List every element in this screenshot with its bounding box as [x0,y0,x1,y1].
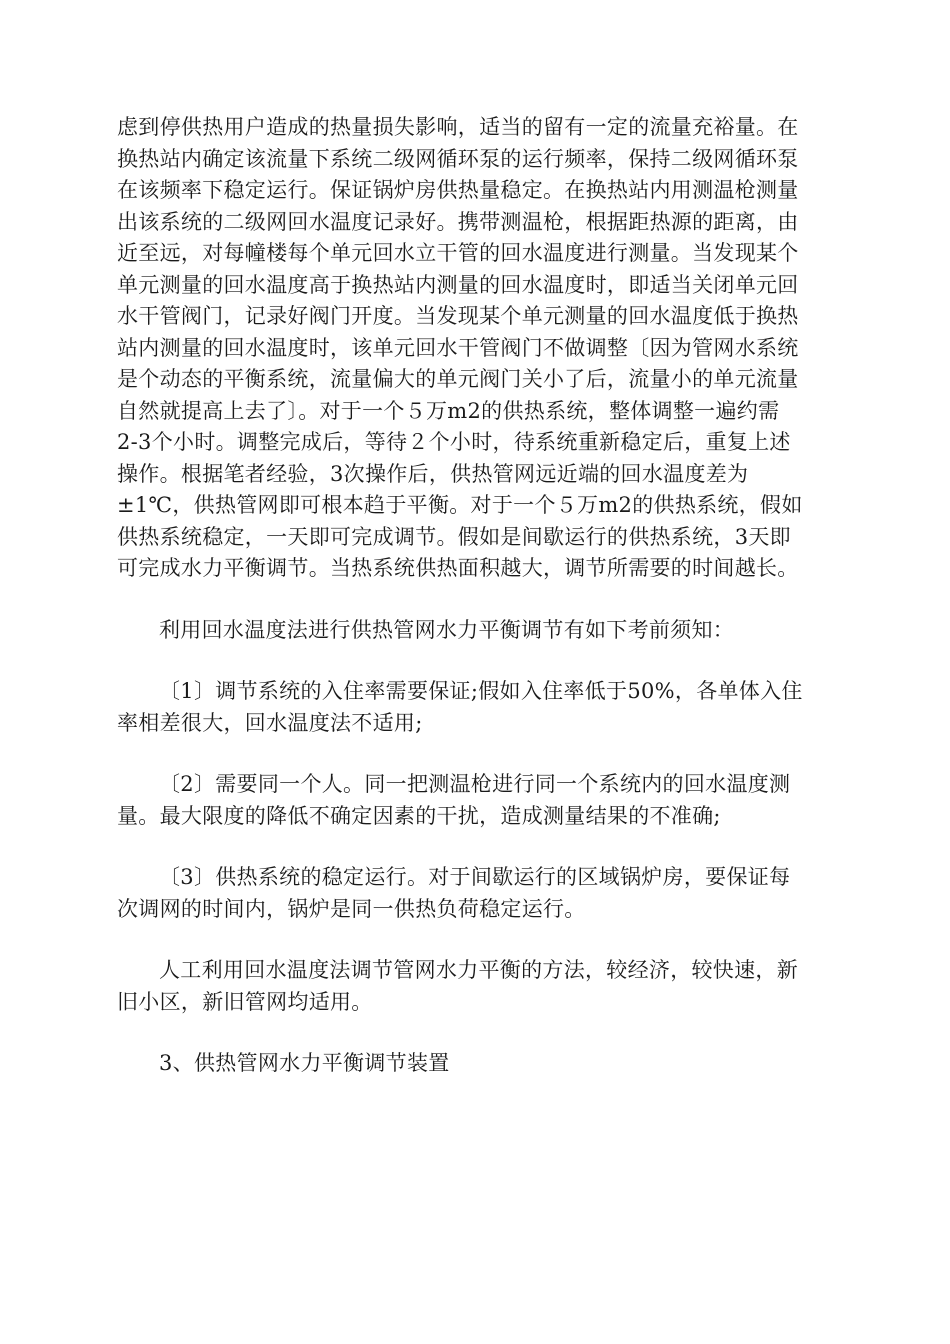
document-page [117,112,833,1080]
text-line: ±1℃，供热管网即可根本趋于平衡。对于一个５万m2的供热系统，假如 [117,493,803,517]
text-line: 换热站内确定该流量下系统二级网循环泵的运行频率，保持二级网循环泵 [117,146,799,171]
text-line: 供热系统稳定，一天即可完成调节。假如是间歇运行的供热系统，3天即 [117,524,791,549]
paragraph-summary [117,955,833,1018]
paragraph-note-2 [117,769,833,832]
text-line: 单元测量的回水温度高于换热站内测量的回水温度时，即适当关闭单元回 [117,272,799,297]
text-line: 〔2〕需要同一个人。同一把测温枪进行同一个系统内的回水温度测 [159,772,791,796]
text-line: 〔1〕调节系统的入住率需要保证;假如入住率低于50%，各单体入住 [159,679,803,703]
text-line: 自然就提高上去了〕。对于一个５万m2的供热系统，整体调整一遍约需 [117,398,780,423]
text-line: 2-3个小时。调整完成后，等待２个小时，待系统重新稳定后，重复上述 [117,430,791,454]
paragraph-note-3 [117,862,833,925]
text-line: 次调网的时间内，锅炉是同一供热负荷稳定运行。 [117,896,586,921]
text-line: 近至远，对每幢楼每个单元回水立干管的回水温度进行测量。当发现某个 [117,241,799,265]
text-line: 率相差很大，回水温度法不适用; [117,710,423,735]
text-line: 出该系统的二级网回水温度记录好。携带测温枪，根据距热源的距离，由 [117,209,799,234]
text-line: 是个动态的平衡系统，流量偏大的单元阀门关小了后，流量小的单元流量 [117,367,799,391]
text-line: 站内测量的回水温度时，该单元回水干管阀门不做调整〔因为管网水系统 [117,335,799,360]
text-line: 在该频率下稳定运行。保证锅炉房供热量稳定。在换热站内用测温枪测量 [117,178,799,202]
text-line: 利用回水温度法进行供热管网水力平衡调节有如下考前须知： [159,617,735,642]
text-line: 虑到停供热用户造成的热量损失影响，适当的留有一定的流量充裕量。在 [117,115,799,139]
paragraph-procedure [117,112,833,585]
text-line: 〔3〕供热系统的稳定运行。对于间歇运行的区域锅炉房，要保证每 [159,865,791,889]
paragraph-note-1 [117,676,833,739]
text-line: 旧小区，新旧管网均适用。 [117,989,373,1014]
section-heading [117,1048,833,1080]
text-line: 可完成水力平衡调节。当热系统供热面积越大，调节所需要的时间越长。 [117,556,799,580]
text-line: 人工利用回水温度法调节管网水力平衡的方法，较经济，较快速，新 [159,958,798,982]
paragraph-notes-intro [117,615,833,647]
section-heading-text: 3、供热管网水力平衡调节装置 [159,1051,450,1075]
text-line: 水干管阀门，记录好阀门开度。当发现某个单元测量的回水温度低于换热 [117,304,799,328]
text-line: 操作。根据笔者经验，3次操作后，供热管网远近端的回水温度差为 [117,461,749,486]
text-line: 量。最大限度的降低不确定因素的干扰，造成测量结果的不准确; [117,803,721,828]
